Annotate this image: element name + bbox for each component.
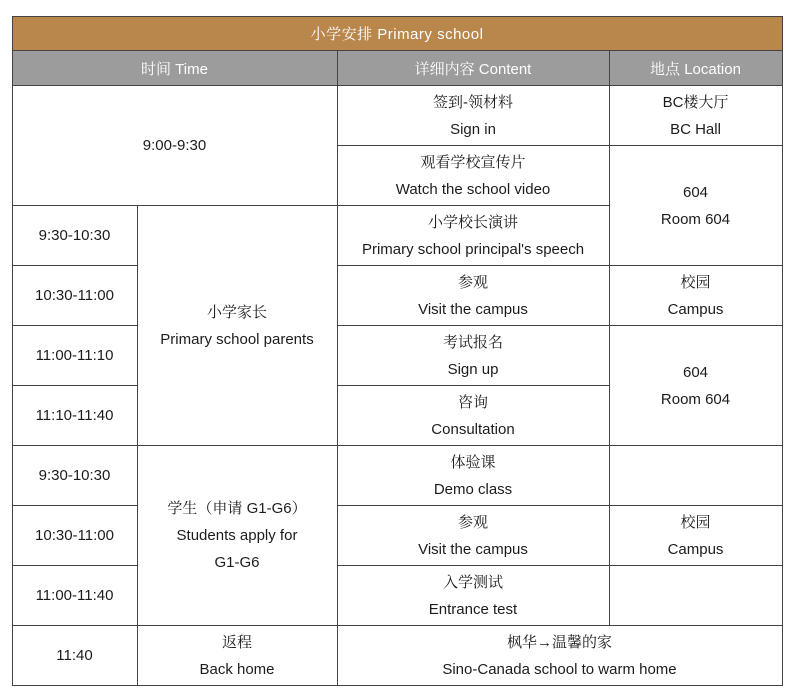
- cell-time-900-930: [12, 86, 337, 206]
- header-content: 详细内容 Content: [337, 51, 609, 86]
- cell-time-1140: [12, 626, 137, 686]
- group-en: Students apply for G1-G6: [176, 527, 298, 571]
- location-cn: BC楼大厅: [662, 93, 729, 111]
- table-row: [12, 266, 782, 326]
- cell-time-930-1030-students: [12, 446, 137, 506]
- location-cn: 校园: [680, 273, 711, 291]
- cell-content-principal-speech: [337, 206, 609, 266]
- cell-content-warm-home: [337, 626, 782, 686]
- content-en: Entrance test: [428, 600, 518, 618]
- content-en: Watch the school video: [395, 180, 551, 198]
- location-en: Campus: [667, 540, 724, 558]
- cell-content-entrance-test: [337, 566, 609, 626]
- group-en: Back home: [199, 660, 275, 678]
- time-label: 10:30-11:00: [35, 526, 114, 544]
- content-cn: 枫华→温馨的家: [506, 633, 612, 651]
- table-row: [12, 51, 782, 86]
- time-label: 9:00-9:30: [142, 136, 207, 154]
- content-cn: 观看学校宣传片: [420, 153, 526, 171]
- time-label: 11:00-11:40: [35, 586, 114, 604]
- cell-time-1030-1100-parents: [12, 266, 137, 326]
- content-en: Consultation: [431, 420, 515, 438]
- location-en: Room 604: [660, 390, 731, 408]
- content-cn: 咨询: [457, 393, 488, 411]
- table-row: [12, 326, 782, 386]
- location-cn: 604: [682, 183, 709, 201]
- cell-content-visit-campus-students: [337, 506, 609, 566]
- cell-content-consultation: [337, 386, 609, 446]
- cell-time-1100-1110: [12, 326, 137, 386]
- location-en: BC Hall: [670, 120, 721, 138]
- group-cn: 返程: [221, 633, 252, 651]
- group-cn: 小学家长: [206, 303, 267, 321]
- content-en: Demo class: [433, 480, 513, 498]
- content-cn: 签到-领材料: [433, 93, 513, 111]
- table-title: 小学安排 Primary school: [12, 17, 782, 51]
- content-en: Sino-Canada school to warm home: [442, 660, 677, 678]
- cell-location-empty-b: [609, 566, 782, 626]
- content-en: Visit the campus: [418, 540, 528, 558]
- cell-content-school-video: [337, 146, 609, 206]
- cell-location-campus-parents: [609, 266, 782, 326]
- cell-time-1030-1100-students: [12, 506, 137, 566]
- content-cn: 考试报名: [442, 333, 503, 351]
- table-row: [12, 506, 782, 566]
- content-cn: 小学校长演讲: [427, 213, 518, 231]
- content-cn: 入学测试: [442, 573, 503, 591]
- cell-location-empty-a: [609, 446, 782, 506]
- cell-content-visit-campus-parents: [337, 266, 609, 326]
- time-label: 11:00-11:10: [35, 346, 114, 364]
- content-en: Primary school principal's speech: [361, 240, 585, 258]
- content-en: Visit the campus: [418, 300, 528, 318]
- time-label: 11:10-11:40: [35, 406, 114, 424]
- content-cn: 参观: [457, 513, 488, 531]
- time-label: 9:30-10:30: [38, 466, 111, 484]
- cell-content-demo-class: [337, 446, 609, 506]
- location-cn: 校园: [680, 513, 711, 531]
- time-label: 11:40: [56, 646, 93, 664]
- table-row: [12, 626, 782, 686]
- cell-location-room-604-a: [609, 146, 782, 266]
- content-cn: 体验课: [450, 453, 496, 471]
- group-en: Primary school parents: [160, 330, 314, 348]
- content-en: Sign in: [450, 120, 496, 138]
- cell-group-back-home: [137, 626, 337, 686]
- schedule-table: [12, 16, 783, 686]
- cell-time-1110-1140: [12, 386, 137, 446]
- table-row: [12, 446, 782, 506]
- cell-content-sign-in: [337, 86, 609, 146]
- cell-location-campus-students: [609, 506, 782, 566]
- location-cn: 604: [682, 363, 709, 381]
- table-row: [12, 566, 782, 626]
- cell-location-room-604-b: [609, 326, 782, 446]
- time-label: 9:30-10:30: [38, 226, 111, 244]
- cell-time-930-1030-parents: [12, 206, 137, 266]
- group-cn: 学生（申请 G1-G6）: [167, 500, 307, 517]
- location-en: Campus: [667, 300, 724, 318]
- cell-content-sign-up: [337, 326, 609, 386]
- header-location: 地点 Location: [609, 51, 782, 86]
- cell-location-bc-hall: [609, 86, 782, 146]
- cell-group-parents: [137, 206, 337, 446]
- header-time: 时间 Time: [12, 51, 337, 86]
- content-cn: 参观: [457, 273, 488, 291]
- table-row: [12, 86, 782, 146]
- cell-time-1100-1140: [12, 566, 137, 626]
- cell-group-students: [137, 446, 337, 626]
- content-en: Sign up: [447, 360, 499, 378]
- table-row: [12, 17, 782, 51]
- time-label: 10:30-11:00: [35, 286, 114, 304]
- location-en: Room 604: [660, 210, 731, 228]
